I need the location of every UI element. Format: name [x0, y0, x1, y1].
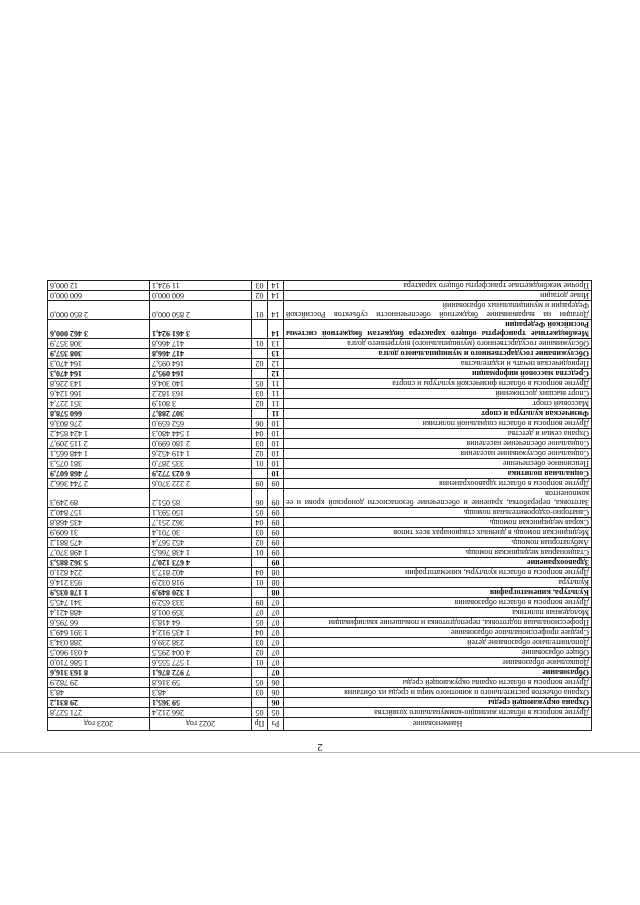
- row-rz-code: 07: [268, 648, 284, 658]
- row-pr-code: 05: [252, 508, 268, 518]
- table-row: [48, 708, 592, 718]
- table-row: [48, 291, 592, 301]
- table-row: [48, 628, 592, 638]
- row-pr-code: 04: [252, 518, 268, 528]
- row-rz-code: 08: [268, 568, 284, 578]
- row-value-2023: 1 448 665,1: [48, 449, 150, 459]
- table-row: [48, 658, 592, 668]
- row-value-2022: 1 577 555,6: [150, 658, 252, 668]
- row-value-2023: 66 795,6: [48, 618, 150, 628]
- table-row: [48, 648, 592, 658]
- row-rz-code: 06: [268, 678, 284, 688]
- row-rz-code: 10: [268, 429, 284, 439]
- table-row: [48, 638, 592, 648]
- row-value-2023: 2 744 366,2: [48, 479, 150, 489]
- row-name: Иные дотации: [284, 291, 592, 301]
- row-rz-code: 09: [268, 518, 284, 528]
- row-value-2023: 660 578,8: [48, 409, 150, 419]
- row-value-2022: 402 817,3: [150, 568, 252, 578]
- row-value-2023: 953 214,6: [48, 578, 150, 588]
- header-name: Наименование: [284, 718, 592, 731]
- row-name: Среднее профессиональное образование: [284, 628, 592, 638]
- row-value-2022: 2 222 370,6: [150, 479, 252, 489]
- row-rz-code: 08: [268, 588, 284, 598]
- budget-table: [47, 280, 592, 731]
- table-row: [48, 359, 592, 369]
- row-name: Амбулаторная помощь: [284, 538, 592, 548]
- row-name: Другие вопросы в области жилищно-коммунального хозяйства: [284, 708, 592, 718]
- row-value-2022: 238 239,6: [150, 638, 252, 648]
- row-value-2022: 4 673 120,7: [150, 558, 252, 568]
- table-row: [48, 389, 592, 399]
- row-value-2023: 224 821,0: [48, 568, 150, 578]
- row-rz-code: 09: [268, 558, 284, 568]
- row-value-2022: 918 032,9: [150, 578, 252, 588]
- row-name: Дополнительное образование детей: [284, 638, 592, 648]
- row-value-2023: 164 470,3: [48, 359, 150, 369]
- row-name: Другие вопросы в области охраны окружающей среды: [284, 678, 592, 688]
- table-row: [48, 399, 592, 409]
- row-value-2022: 6 023 772,9: [150, 469, 252, 479]
- row-value-2022: 335 287,0: [150, 459, 252, 469]
- table-row: [48, 320, 592, 339]
- row-value-2023: 48,3: [48, 688, 150, 698]
- row-value-2022: 359 001,8: [150, 608, 252, 618]
- row-name: Другие вопросы в области образования: [284, 598, 592, 608]
- row-rz-code: 12: [268, 359, 284, 369]
- row-name: Периодическая печать и издательства: [284, 359, 592, 369]
- table-row: [48, 668, 592, 678]
- row-value-2023: 488 421,4: [48, 608, 150, 618]
- row-value-2023: 1 498 370,7: [48, 548, 150, 558]
- row-rz-code: 07: [268, 668, 284, 678]
- table-header-row: [48, 718, 592, 731]
- row-rz-code: 09: [268, 528, 284, 538]
- table-row: [48, 698, 592, 708]
- row-value-2023: 341 745,5: [48, 598, 150, 608]
- table-row: [48, 558, 592, 568]
- row-pr-code: [252, 320, 268, 339]
- row-pr-code: 01: [252, 301, 268, 320]
- row-value-2022: 164 095,7: [150, 369, 252, 379]
- table-row: [48, 608, 592, 618]
- row-value-2023: 157 840,2: [48, 508, 150, 518]
- row-value-2023: 271 527,8: [48, 708, 150, 718]
- row-value-2022: 307 288,7: [150, 409, 252, 419]
- row-value-2023: 2 115 209,7: [48, 439, 150, 449]
- row-pr-code: 01: [252, 339, 268, 349]
- row-name: Скорая медицинская помощь: [284, 518, 592, 528]
- row-rz-code: 11: [268, 409, 284, 419]
- row-rz-code: 07: [268, 628, 284, 638]
- row-pr-code: 01: [252, 548, 268, 558]
- row-rz-code: 10: [268, 419, 284, 429]
- row-pr-code: 05: [252, 379, 268, 389]
- row-value-2022: 11 924,1: [150, 281, 252, 291]
- row-name: Социальная политика: [284, 469, 592, 479]
- row-pr-code: [252, 409, 268, 419]
- row-value-2022: 1 438 766,5: [150, 548, 252, 558]
- table-row: [48, 369, 592, 379]
- row-value-2022: 1 320 849,9: [150, 588, 252, 598]
- row-pr-code: 03: [252, 389, 268, 399]
- row-pr-code: 03: [252, 528, 268, 538]
- row-name: Другие вопросы в области культуры, кинематографии: [284, 568, 592, 578]
- row-pr-code: 02: [252, 399, 268, 409]
- row-pr-code: 01: [252, 658, 268, 668]
- row-value-2022: 59 316,8: [150, 678, 252, 688]
- row-value-2022: 59 365,1: [150, 698, 252, 708]
- row-name: Культура: [284, 578, 592, 588]
- row-value-2023: 435 468,8: [48, 518, 150, 528]
- row-rz-code: 14: [268, 281, 284, 291]
- row-pr-code: 04: [252, 429, 268, 439]
- table-row: [48, 688, 592, 698]
- table-row: [48, 281, 592, 291]
- row-value-2022: 1 419 452,6: [150, 449, 252, 459]
- row-rz-code: 10: [268, 439, 284, 449]
- row-value-2022: 266 212,4: [150, 708, 252, 718]
- row-value-2023: 7 468 607,9: [48, 469, 150, 479]
- row-value-2023: 4 031 960,5: [48, 648, 150, 658]
- row-value-2022: 64 418,3: [150, 618, 252, 628]
- row-pr-code: [252, 349, 268, 359]
- row-pr-code: [252, 558, 268, 568]
- table-row: [48, 618, 592, 628]
- row-rz-code: 07: [268, 598, 284, 608]
- table-row: [48, 409, 592, 419]
- row-value-2022: 85 051,2: [150, 489, 252, 508]
- row-value-2022: 163 182,2: [150, 389, 252, 399]
- row-pr-code: 01: [252, 578, 268, 588]
- table-row: [48, 578, 592, 588]
- row-value-2022: 362 251,7: [150, 518, 252, 528]
- row-value-2023: 3 462 000,6: [48, 320, 150, 339]
- row-pr-code: 07: [252, 608, 268, 618]
- row-value-2023: 31 609,9: [48, 528, 150, 538]
- row-name: Спорт высших достижений: [284, 389, 592, 399]
- row-pr-code: 05: [252, 618, 268, 628]
- row-name: Здравоохранение: [284, 558, 592, 568]
- row-name: Медицинская помощь в дневных стационарах всех типов: [284, 528, 592, 538]
- table-row: [48, 588, 592, 598]
- row-rz-code: 11: [268, 379, 284, 389]
- row-value-2022: 150 593,1: [150, 508, 252, 518]
- row-value-2022: 4 004 295,5: [150, 648, 252, 658]
- table-row: [48, 479, 592, 489]
- row-pr-code: [252, 469, 268, 479]
- row-rz-code: 06: [268, 698, 284, 708]
- table-row: [48, 349, 592, 359]
- row-name: Пенсионное обеспечение: [284, 459, 592, 469]
- row-name: Профессиональная подготовка, переподготовка и повышение квалификации: [284, 618, 592, 628]
- row-rz-code: 12: [268, 369, 284, 379]
- row-rz-code: 07: [268, 608, 284, 618]
- row-rz-code: 10: [268, 469, 284, 479]
- row-name: Другие вопросы в области физической культуры и спорта: [284, 379, 592, 389]
- row-pr-code: 04: [252, 628, 268, 638]
- row-value-2023: 143 226,8: [48, 379, 150, 389]
- row-name: Молодежная политика: [284, 608, 592, 618]
- table-row: [48, 449, 592, 459]
- table-row: [48, 379, 592, 389]
- row-value-2023: 89 249,3: [48, 489, 150, 508]
- row-value-2023: 1 178 035,9: [48, 588, 150, 598]
- row-name: Социальное обеспечение населения: [284, 439, 592, 449]
- row-value-2023: 29 831,2: [48, 698, 150, 708]
- row-value-2023: 164 470,3: [48, 369, 150, 379]
- row-value-2022: 417 466,8: [150, 339, 252, 349]
- row-value-2023: 8 163 316,6: [48, 668, 150, 678]
- table-row: [48, 301, 592, 320]
- row-value-2022: 140 304,6: [150, 379, 252, 389]
- row-value-2023: 1 586 710,0: [48, 658, 150, 668]
- row-pr-code: 02: [252, 538, 268, 548]
- row-value-2022: 3 801,9: [150, 399, 252, 409]
- row-name: Межбюджетные трансферты общего характера бюджетам бюджетной системы Российской Федерации: [284, 320, 592, 339]
- table-row: [48, 489, 592, 508]
- row-value-2022: 164 095,7: [150, 359, 252, 369]
- row-name: Санаторно-оздоровительная помощь: [284, 508, 592, 518]
- row-value-2023: 1 391 649,3: [48, 628, 150, 638]
- row-pr-code: 03: [252, 688, 268, 698]
- row-value-2023: 166 124,6: [48, 389, 150, 399]
- row-name: Массовый спорт: [284, 399, 592, 409]
- row-value-2023: 5 362 885,3: [48, 558, 150, 568]
- table-row: [48, 548, 592, 558]
- table-row: [48, 568, 592, 578]
- table-row: [48, 419, 592, 429]
- row-name: Стационарная медицинская помощь: [284, 548, 592, 558]
- row-rz-code: 07: [268, 638, 284, 648]
- row-name: Культура, кинематография: [284, 588, 592, 598]
- row-pr-code: 02: [252, 449, 268, 459]
- row-name: Физическая культура и спорт: [284, 409, 592, 419]
- row-pr-code: 02: [252, 359, 268, 369]
- row-rz-code: 14: [268, 301, 284, 320]
- table-row: [48, 339, 592, 349]
- row-rz-code: 07: [268, 618, 284, 628]
- page-number: 2: [317, 741, 323, 753]
- row-pr-code: 06: [252, 419, 268, 429]
- row-pr-code: 02: [252, 648, 268, 658]
- table-row: [48, 678, 592, 688]
- table-row: [48, 518, 592, 528]
- row-rz-code: 11: [268, 399, 284, 409]
- row-rz-code: 05: [268, 708, 284, 718]
- row-name: Обслуживание государственного и муниципального долга: [284, 349, 592, 359]
- row-value-2023: 2 850 000,0: [48, 301, 150, 320]
- row-value-2023: 351 227,4: [48, 399, 150, 409]
- row-pr-code: [252, 588, 268, 598]
- row-pr-code: 03: [252, 638, 268, 648]
- row-name: Образование: [284, 668, 592, 678]
- row-value-2023: 600 000,0: [48, 291, 150, 301]
- row-name: Средства массовой информации: [284, 369, 592, 379]
- row-name: Заготовка, переработка, хранение и обеспечение безопасности донорской крови и ее компонентов: [284, 489, 592, 508]
- row-value-2023: 381 075,3: [48, 459, 150, 469]
- row-rz-code: 09: [268, 479, 284, 489]
- row-pr-code: 09: [252, 479, 268, 489]
- row-pr-code: 02: [252, 291, 268, 301]
- row-name: Дотации на выравнивание бюджетной обеспеченности субъектов Российской Федерации и муниципальных образований: [284, 301, 592, 320]
- row-value-2023: 29 782,9: [48, 678, 150, 688]
- row-rz-code: 09: [268, 548, 284, 558]
- row-value-2022: 2 850 000,0: [150, 301, 252, 320]
- row-value-2022: 1 544 480,3: [150, 429, 252, 439]
- table-row: [48, 538, 592, 548]
- row-pr-code: 05: [252, 708, 268, 718]
- row-value-2022: 600 000,0: [150, 291, 252, 301]
- row-value-2022: 48,3: [150, 688, 252, 698]
- row-name: Другие вопросы в области здравоохранения: [284, 479, 592, 489]
- row-value-2022: 417 466,8: [150, 349, 252, 359]
- row-name: Социальное обслуживание населения: [284, 449, 592, 459]
- table-row: [48, 598, 592, 608]
- row-pr-code: [252, 668, 268, 678]
- table-row: [48, 508, 592, 518]
- row-rz-code: 09: [268, 489, 284, 508]
- row-value-2022: 2 180 699,0: [150, 439, 252, 449]
- row-value-2022: 3 461 924,1: [150, 320, 252, 339]
- row-pr-code: 03: [252, 439, 268, 449]
- row-value-2022: 333 652,9: [150, 598, 252, 608]
- row-rz-code: 06: [268, 688, 284, 698]
- header-2023: 2023 год: [48, 718, 150, 731]
- row-value-2022: 452 567,4: [150, 538, 252, 548]
- row-rz-code: 10: [268, 449, 284, 459]
- header-2022: 2022 год: [150, 718, 252, 731]
- row-rz-code: 14: [268, 320, 284, 339]
- row-value-2023: 308 357,9: [48, 339, 150, 349]
- row-pr-code: 06: [252, 489, 268, 508]
- row-pr-code: 05: [252, 678, 268, 688]
- row-rz-code: 09: [268, 538, 284, 548]
- row-rz-code: 13: [268, 339, 284, 349]
- table-row: [48, 469, 592, 479]
- row-pr-code: 04: [252, 568, 268, 578]
- row-value-2023: 12 000,6: [48, 281, 150, 291]
- row-value-2022: 30 701,4: [150, 528, 252, 538]
- row-name: Общее образование: [284, 648, 592, 658]
- row-name: Другие вопросы в области социальной политики: [284, 419, 592, 429]
- row-pr-code: 09: [252, 598, 268, 608]
- row-name: Прочие межбюджетные трансферты общего характера: [284, 281, 592, 291]
- row-value-2023: 1 424 854,2: [48, 429, 150, 439]
- row-rz-code: 11: [268, 389, 284, 399]
- table-row: [48, 528, 592, 538]
- row-rz-code: 09: [268, 508, 284, 518]
- table-row: [48, 429, 592, 439]
- row-rz-code: 08: [268, 578, 284, 588]
- table-row: [48, 459, 592, 469]
- row-rz-code: 07: [268, 658, 284, 668]
- row-pr-code: [252, 698, 268, 708]
- row-name: Дошкольное образование: [284, 658, 592, 668]
- table-body: [48, 281, 592, 718]
- row-name: Охрана семьи и детства: [284, 429, 592, 439]
- row-value-2023: 475 881,2: [48, 538, 150, 548]
- header-pr: Пр: [252, 718, 268, 731]
- row-value-2023: 308 357,9: [48, 349, 150, 359]
- row-pr-code: 01: [252, 459, 268, 469]
- row-value-2022: 652 659,0: [150, 419, 252, 429]
- row-value-2023: 276 803,6: [48, 419, 150, 429]
- row-rz-code: 14: [268, 291, 284, 301]
- row-value-2023: 288 034,3: [48, 638, 150, 648]
- table-row: [48, 439, 592, 449]
- row-rz-code: 13: [268, 349, 284, 359]
- row-name: Охрана окружающей среды: [284, 698, 592, 708]
- row-pr-code: [252, 369, 268, 379]
- row-rz-code: 10: [268, 459, 284, 469]
- header-rz: Рз: [268, 718, 284, 731]
- row-value-2022: 1 435 912,4: [150, 628, 252, 638]
- row-name: Охрана объектов растительного и животного мира и среды их обитания: [284, 688, 592, 698]
- row-name: Обслуживание государственного (муниципального) внутреннего долга: [284, 339, 592, 349]
- row-value-2022: 7 972 876,1: [150, 668, 252, 678]
- row-pr-code: 03: [252, 281, 268, 291]
